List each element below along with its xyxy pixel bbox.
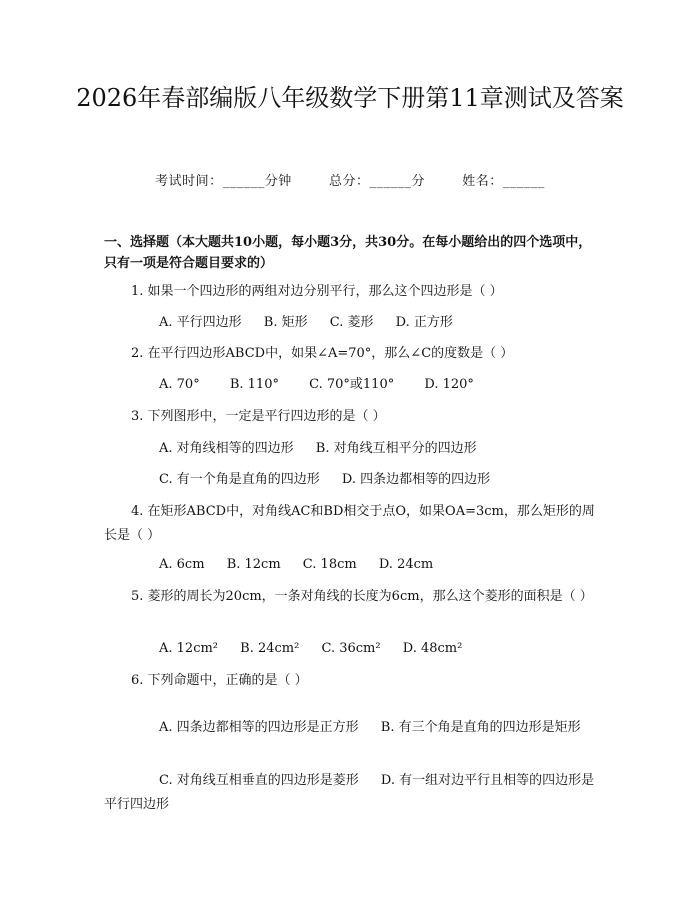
- option: B. 对角线互相平分的四边形: [315, 441, 477, 456]
- option: B. 12cm: [226, 557, 281, 572]
- question-options: [104, 716, 599, 740]
- question-options: [159, 637, 480, 661]
- name-blank: ______: [502, 174, 545, 189]
- option: A. 平行四边形: [159, 315, 242, 330]
- option: D. 正方形: [395, 315, 453, 330]
- page-title: 2026年春部编版八年级数学下册第11章测试及答案: [76, 84, 624, 112]
- question-stem: 2. 在平行四边形ABCD中，如果∠A=70°，那么∠C的度数是（ ）: [131, 346, 514, 361]
- option: A. 6cm: [159, 557, 205, 572]
- score-unit: 分: [411, 174, 426, 189]
- score-blank: ______: [369, 174, 412, 189]
- question-options: [159, 311, 471, 335]
- option: C. 有一个角是直角的四边形: [159, 472, 320, 487]
- option: B. 矩形: [263, 315, 308, 330]
- time-blank: ______: [222, 174, 265, 189]
- option: C. 对角线互相垂直的四边形是菱形: [159, 773, 359, 788]
- option: B. 24cm²: [240, 641, 300, 656]
- option: D. 48cm²: [402, 641, 463, 656]
- question-options: [159, 373, 492, 397]
- question-options: [159, 437, 495, 461]
- option: C. 70°或110°: [309, 377, 395, 392]
- option: B. 110°: [229, 377, 279, 392]
- option: A. 四条边都相等的四边形是正方形: [159, 720, 359, 735]
- exam-meta-line: [0, 170, 700, 189]
- question-stem: 4. 在矩形ABCD中，对角线AC和BD相交于点O，如果OA=3cm，那么矩形的周长是（ ）: [104, 504, 595, 543]
- question-stem: 5. 菱形的周长为20cm，一条对角线的长度为6cm，那么这个菱形的面积是（ ）: [131, 589, 593, 604]
- option: A. 12cm²: [159, 641, 219, 656]
- option: C. 18cm: [302, 557, 357, 572]
- option: D. 有一组对边平行且相等的四边形是平行四边形: [104, 773, 595, 812]
- question-stem: 6. 下列命题中，正确的是（ ）: [131, 673, 308, 688]
- option: A. 对角线相等的四边形: [159, 441, 294, 456]
- option: C. 菱形: [329, 315, 374, 330]
- time-unit: 分钟: [264, 174, 292, 189]
- option: A. 70°: [159, 377, 200, 392]
- question-options: [104, 769, 599, 817]
- section-heading: 一、选择题（本大题共10小题，每小题3分，共30分。在每小题给出的四个选项中，只有一项是符合题目要求的）: [104, 235, 592, 271]
- option: D. 24cm: [378, 557, 434, 572]
- option: C. 36cm²: [321, 641, 381, 656]
- question-stem: 3. 下列图形中，一定是平行四边形的是（ ）: [131, 409, 386, 424]
- option: D. 四条边都相等的四边形: [341, 472, 491, 487]
- option: D. 120°: [424, 377, 474, 392]
- option: B. 有三个角是直角的四边形是矩形: [380, 720, 581, 735]
- time-label: 考试时间：: [155, 174, 223, 189]
- score-label: 总分：: [328, 174, 370, 189]
- question-options: [159, 553, 451, 577]
- question-stem: 1. 如果一个四边形的两组对边分别平行，那么这个四边形是（ ）: [131, 284, 503, 299]
- question-options: [159, 468, 508, 492]
- name-label: 姓名：: [462, 174, 503, 189]
